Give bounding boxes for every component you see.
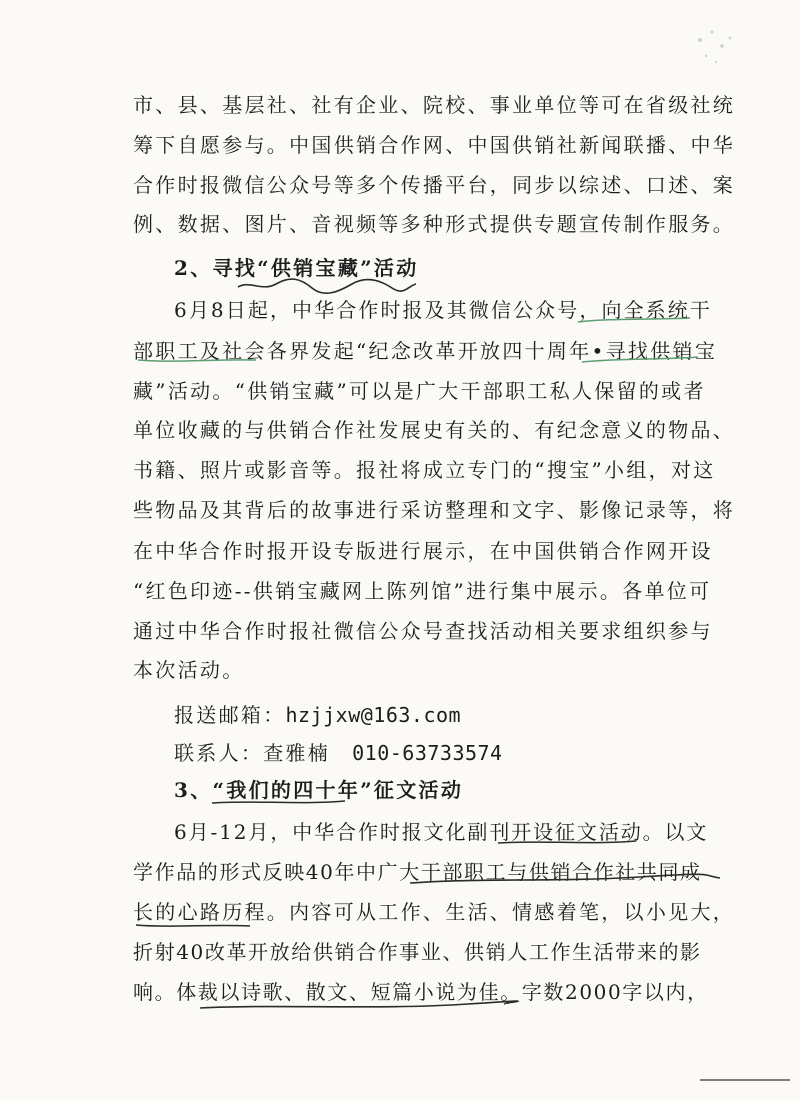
section2-line-9: 通过中华合作时报社微信公众号查找活动相关要求组织参与 bbox=[133, 619, 713, 643]
contact-row bbox=[174, 743, 503, 763]
contact-label: 联系人： bbox=[174, 741, 264, 765]
email-label: 报送邮箱： bbox=[174, 703, 286, 727]
section2-line-4: 单位收藏的与供销合作社发展史有关的、有纪念意义的物品、 bbox=[133, 418, 736, 442]
section3-line-4: 折射40改革开放给供销合作事业、供销人工作生活带来的影 bbox=[133, 940, 702, 964]
section3-underline-3 bbox=[136, 925, 250, 926]
section2-heading: 2、寻找“供销宝藏”活动 bbox=[174, 256, 419, 280]
intro-line-4: 例、数据、图片、音视频等多种形式提供专题宣传制作服务。 bbox=[133, 212, 736, 236]
intro-line-2: 筹下自愿参与。中国供销合作网、中国供销社新闻联播、中华 bbox=[133, 133, 736, 157]
section3-heading: 3、“我们的四十年”征文活动 bbox=[174, 778, 464, 802]
heading2-underline bbox=[238, 279, 416, 293]
section2-line-2: 部职工及社会各界发起“纪念改革开放四十周年•寻找供销宝 bbox=[133, 339, 718, 363]
email-row bbox=[174, 705, 461, 725]
section2-line-8: “红色印迹--供销宝藏网上陈列馆”进行集中展示。各单位可 bbox=[133, 579, 712, 603]
section2-line-10: 本次活动。 bbox=[133, 658, 245, 682]
section2-line-3: 藏”活动。“供销宝藏”可以是广大干部职工私人保留的或者 bbox=[133, 379, 706, 403]
section2-line-6: 些物品及其背后的故事进行采访整理和文字、影像记录等，将 bbox=[133, 498, 736, 522]
section2-line-5: 书籍、照片或影音等。报社将成立专门的“搜宝”小组，对这 bbox=[133, 458, 716, 482]
intro-line-1: 市、县、基层社、社有企业、院校、事业单位等可在省级社统 bbox=[133, 93, 736, 117]
section3-line-2: 学作品的形式反映40年中广大干部职工与供销合作社共同成 bbox=[133, 860, 702, 884]
scan-speckle bbox=[698, 31, 731, 64]
email-address[interactable]: hzjjxw@163.com bbox=[285, 703, 462, 727]
section2-line-1: 6月8日起，中华合作时报及其微信公众号，向全系统干 bbox=[174, 298, 712, 322]
section2-line-7: 在中华合作时报开设专版进行展示，在中国供销合作网开设 bbox=[133, 539, 713, 563]
section3-line-5: 响。体裁以诗歌、散文、短篇小说为佳。字数2000字以内， bbox=[133, 980, 709, 1004]
section3-line-3: 长的心路历程。内容可从工作、生活、情感着笔，以小见大， bbox=[133, 900, 736, 924]
intro-line-3: 合作时报微信公众号等多个传播平台，同步以综述、口述、案 bbox=[133, 173, 736, 197]
contact-phone: 010-63733574 bbox=[352, 741, 503, 765]
section3-line-1: 6月-12月，中华合作时报文化副刊开设征文活动。以文 bbox=[174, 820, 709, 844]
contact-name: 查雅楠 bbox=[263, 741, 331, 765]
